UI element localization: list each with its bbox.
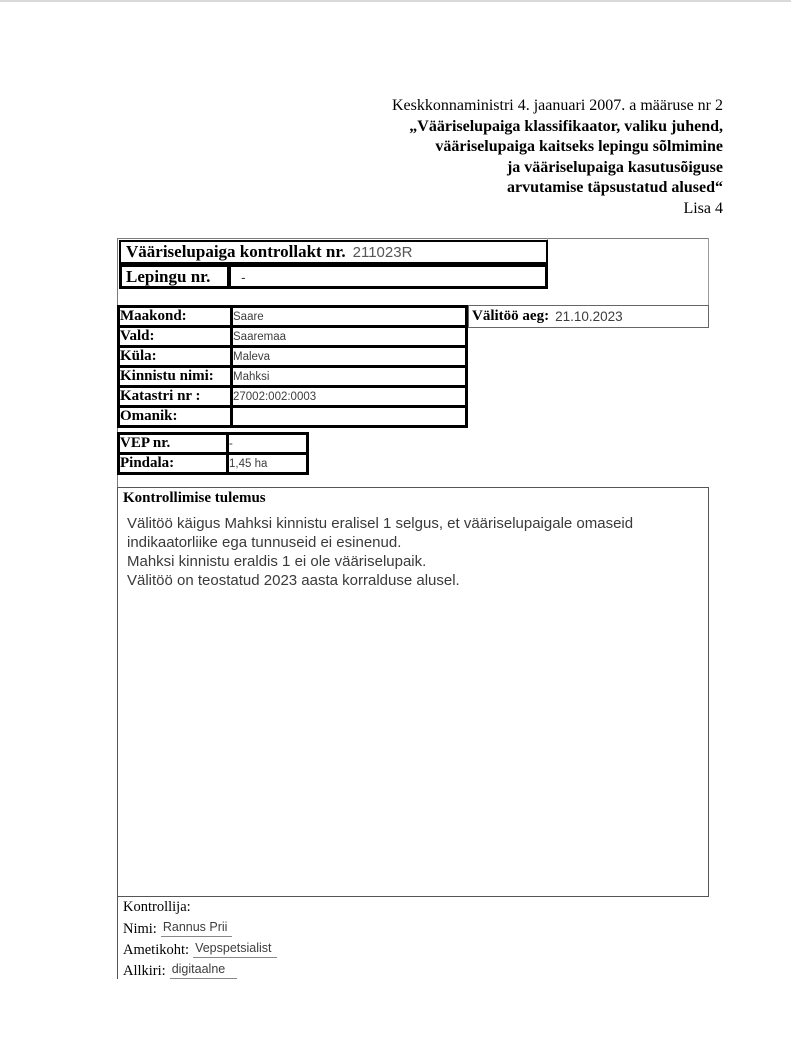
property-value xyxy=(232,407,467,427)
property-label: Maakond: xyxy=(119,307,232,327)
table-row xyxy=(119,307,467,327)
property-label: Vald: xyxy=(119,327,232,347)
page-top-divider xyxy=(0,0,791,2)
result-line: Mahksi kinnistu eraldis 1 ei ole vääriselupaik. xyxy=(127,553,427,570)
inspector-block xyxy=(117,897,447,979)
contract-number-label: Lepingu nr. xyxy=(119,264,230,289)
inspector-title: Kontrollija: xyxy=(123,899,191,915)
property-label: Kinnistu nimi: xyxy=(119,367,232,387)
property-table xyxy=(117,305,468,428)
property-value: Mahksi xyxy=(232,367,467,387)
result-line: Välitöö on teostatud 2023 aasta korralduse alusel. xyxy=(127,572,460,589)
table-row xyxy=(119,347,467,367)
result-title: Kontrollimise tulemus xyxy=(123,490,266,506)
area-value: 1,45 ha xyxy=(228,454,308,474)
area-label: Pindala: xyxy=(119,454,228,474)
vep-number-label: VEP nr. xyxy=(119,434,228,454)
inspector-position-row xyxy=(123,941,447,958)
header-note-line-4: ja vääriselupaiga kasutusõiguse xyxy=(506,158,723,176)
property-value: Saare xyxy=(232,307,467,327)
result-line: indikaatorliike ega tunnuseid ei esinenud. xyxy=(127,534,402,551)
inspector-signature-row xyxy=(123,962,447,979)
header-note-line-1: Keskkonnaministri 4. jaanuari 2007. a määruse nr 2 xyxy=(391,97,723,114)
property-value: Saaremaa xyxy=(232,327,467,347)
header-note-line-3: vääriselupaiga kaitseks lepingu sõlmimine xyxy=(435,138,723,155)
property-value: Maleva xyxy=(232,347,467,367)
table-row xyxy=(119,327,467,347)
table-row xyxy=(119,367,467,387)
property-label: Küla: xyxy=(119,347,232,367)
outer-frame-top-line xyxy=(117,238,709,239)
annex-number: Lisa 4 xyxy=(683,199,723,217)
vep-table xyxy=(117,432,309,475)
vep-number-value: - xyxy=(228,434,308,454)
act-title-row xyxy=(119,240,548,264)
act-number-value: 211023R xyxy=(352,243,413,261)
signature-value: digitaalne xyxy=(170,962,237,979)
name-label: Nimi: xyxy=(123,921,157,937)
table-row xyxy=(119,454,308,474)
table-row xyxy=(119,434,308,454)
result-line: Välitöö käigus Mahksi kinnistu eralisel 1 selgus, et vääriselupaigale omaseid xyxy=(127,515,634,532)
act-title-label: Vääriselupaiga kontrollakt nr. xyxy=(126,242,346,261)
position-label: Ametikoht: xyxy=(123,942,190,958)
inspection-result-box xyxy=(117,487,709,897)
fieldwork-date-label: Välitöö aeg: xyxy=(472,308,550,324)
table-row xyxy=(119,407,467,427)
contract-number-value: - xyxy=(228,264,548,289)
signature-label: Allkiri: xyxy=(123,963,166,979)
result-body xyxy=(127,514,708,590)
regulation-header-note xyxy=(392,96,723,219)
property-value: 27002:002:0003 xyxy=(232,387,467,407)
property-label: Omanik: xyxy=(119,407,232,427)
inspector-name-row xyxy=(123,920,447,937)
header-note-line-5: arvutamise täpsustatud alused“ xyxy=(506,179,723,196)
name-value: Rannus Prii xyxy=(161,920,233,937)
fieldwork-date-box xyxy=(468,305,709,328)
fieldwork-date-value: 21.10.2023 xyxy=(555,309,623,324)
table-row xyxy=(119,387,467,407)
property-label: Katastri nr : xyxy=(119,387,232,407)
header-note-line-2: „Vääriselupaiga klassifikaator, valiku juhend, xyxy=(409,117,723,135)
position-value: Vepspetsialist xyxy=(193,941,276,958)
